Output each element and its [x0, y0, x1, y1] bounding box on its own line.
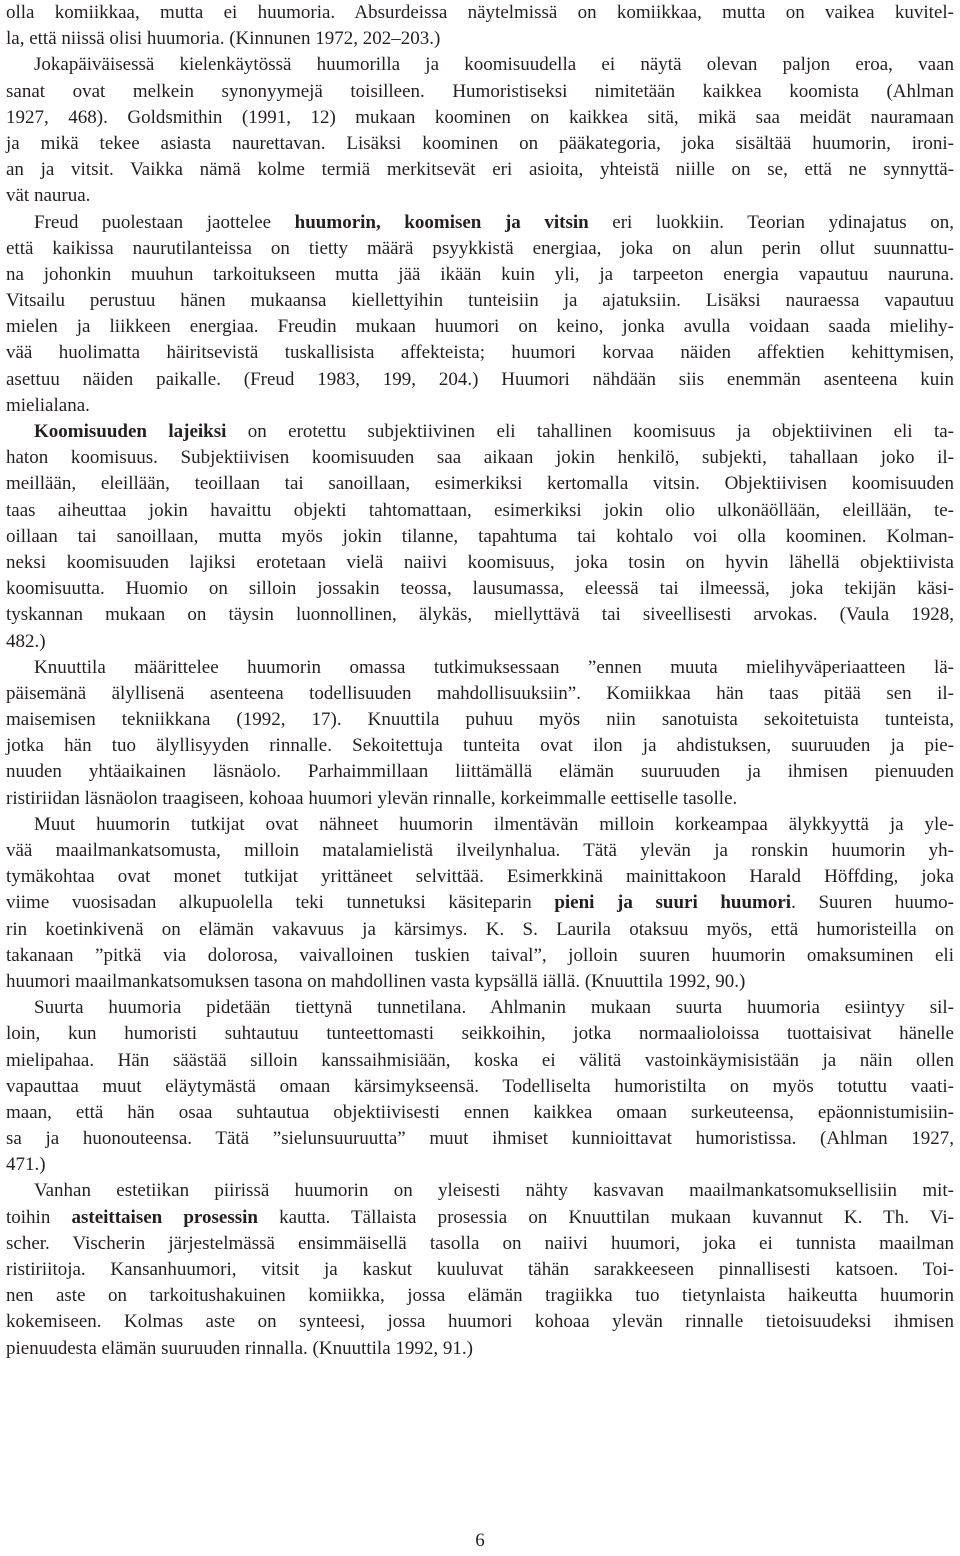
text-line [6, 1074, 954, 1100]
text-run: että kaikissa naurutilanteissa on tietty määrä psyykkistä energiaa, joka on alun perin ollut suunnattu- [6, 237, 954, 259]
text-run: oillaan tai sanoillaan, mutta myös jokin tilanne, tapahtuma tai kohtalo voi olla koominen. Kolman- [6, 525, 954, 547]
text-run: Knuuttila määrittelee huumorin omassa tutkimuksessaan ”ennen muuta mielihyväperiaatteen lä- [34, 656, 954, 678]
text-line [6, 105, 954, 131]
text-run: tyskannan mukaan on täysin luonnollinen, älykäs, miellyttävä tai siveellisesti arvokas. (Vaula 1928, [6, 604, 954, 626]
text-run: haton koomisuus. Subjektiivisen koomisuuden saa aikaan jokin henkilö, subjekti, tahallaan joko il- [6, 447, 954, 469]
text-run: olla komiikkaa, mutta ei huumoria. Absurdeissa näytelmissä on komiikkaa, mutta on vaikea kuvitel- [6, 2, 954, 23]
text-run: nen aste on tarkoitushakuinen komiikka, jossa elämän tragiikka tuo tietynlaista haikeutta huumorin [6, 1285, 954, 1307]
text-line [6, 52, 954, 78]
text-run: taas aiheuttaa jokin havaittu objekti tahtomattaan, esimerkiksi jokin olio ulkonäöllään, eleillään, te- [6, 499, 954, 521]
text-line [6, 864, 954, 890]
text-line [6, 733, 954, 759]
text-line [6, 995, 954, 1021]
text-run: Muut huumorin tutkijat ovat nähneet huumorin ilmentävän milloin korkeampaa älykkyyttä ja yle- [34, 813, 954, 835]
text-run: jotka hän tuo älyllisyyden rinnalle. Sekoitettuja tunteita ovat ilon ja ahdistuksen, suuruuden ja pie- [6, 735, 954, 757]
text-run: Freud puolestaan jaottelee [34, 211, 295, 233]
text-line [6, 288, 954, 314]
text-line [6, 524, 954, 550]
text-run: . Suuren huumo- [791, 892, 955, 914]
text-run: sanat ovat melkein synonyymejä toisilleen. Humoristiseksi nimitetään kaikkea koomista (Ahlman [6, 80, 954, 102]
text-line [6, 471, 954, 497]
text-run: kautta. Tällaista prosessia on Knuuttilan mukaan kuvannut K. Th. Vi- [257, 1206, 954, 1228]
text-run: ja mikä tekee asiasta naurettavan. Lisäksi koominen on pääkategoria, joka sisältää huumorin, ironi- [6, 132, 954, 154]
text-line [6, 917, 954, 943]
text-line [6, 1100, 954, 1126]
text-run: Vitsailu perustuu hänen mukaansa kiellettyihin tunteisiin ja ajatuksiin. Lisäksi nauraessa vapautuu [6, 290, 954, 312]
text-line [6, 393, 954, 419]
page-body [6, 0, 954, 1362]
text-line [6, 1283, 954, 1309]
text-run: huumori maailmankatsomuksen tasona on mahdollinen vasta kypsällä iällä. (Knuuttila 1992, 90.) [6, 970, 746, 992]
paragraph [6, 812, 954, 995]
text-run: vää huolimatta häiritsevistä tuskallisista affekteista; huumori korvaa näiden affektien kehittymisen, [6, 342, 954, 364]
text-run: sa ja huonouteensa. Tätä ”sielunsuuruutta” muut ihmiset kunnioittavat humoristissa. (Ahlman 1927, [6, 1128, 954, 1150]
text-line [6, 550, 954, 576]
text-line [6, 576, 954, 602]
text-run: neksi koomisuuden lajiksi erotetaan vielä naiivi koomisuus, joka tosin on hyvin lähellä objektiivista [6, 551, 954, 573]
text-run: takanaan ”pitkä via dolorosa, vaivalloinen tuskien taival”, jolloin suuren huumorin omaksuminen eli [6, 944, 954, 966]
text-line [6, 445, 954, 471]
text-line [6, 183, 954, 209]
text-run: viime vuosisadan alkupuolella teki tunnetuksi käsiteparin [6, 892, 555, 914]
text-line [6, 943, 954, 969]
text-run: loin, kun humoristi suhtautuu tunteettomasti seikkoihin, jotka normaalioloissa tuottaisivat hänelle [6, 1023, 954, 1045]
text-run: 482.) [6, 630, 46, 652]
text-run: an ja vitsit. Vaikka nämä kolme termiä merkitsevät eri asioita, yhteistä niille on se, että ne synnyttä- [6, 159, 954, 181]
text-line [6, 0, 954, 26]
text-line [6, 1178, 954, 1204]
text-run: la, että niissä olisi huumoria. (Kinnunen 1972, 202–203.) [6, 28, 441, 50]
text-run: Vanhan estetiikan piirissä huumorin on yleisesti nähty kasvavan maailmankatsomuksellisiin mit- [34, 1180, 954, 1202]
paragraph [6, 210, 954, 420]
text-run: scher. Vischerin järjestelmässä ensimmäisellä tasolla on naiivi huumori, joka ei tunnista maailman [6, 1232, 954, 1254]
paragraph [6, 1178, 954, 1361]
paragraph [6, 419, 954, 655]
text-run: kokemiseen. Kolmas aste on synteesi, jossa huumori kohoaa ylevän rinnalle tietoisuudeksi ihmisen [6, 1311, 954, 1333]
text-line [6, 1336, 954, 1362]
text-line [6, 79, 954, 105]
text-line [6, 131, 954, 157]
text-run: vät naurua. [6, 185, 91, 207]
paragraph [6, 655, 954, 812]
text-line [6, 602, 954, 628]
text-run: Suurta huumoria pidetään tiettynä tunnetilana. Ahlmanin mukaan suurta huumoria esiintyy sil- [34, 997, 954, 1019]
text-line [6, 340, 954, 366]
bold-term: Koomisuuden lajeiksi [34, 421, 227, 442]
text-line [6, 786, 954, 812]
text-line [6, 1152, 954, 1178]
text-line [6, 629, 954, 655]
text-run: vapauttaa muut eläytymästä omaan kärsimykseensä. Todelliselta humoristilta on myös totuttu vaati- [6, 1075, 954, 1097]
text-line [6, 890, 954, 916]
text-line [6, 1126, 954, 1152]
text-line [6, 1048, 954, 1074]
text-run: koomisuutta. Huomio on silloin jossakin teossa, lausumassa, eleessä tai ilmeessä, joka tekijän käsi- [6, 578, 954, 600]
paragraph [6, 995, 954, 1178]
text-line [6, 759, 954, 785]
text-run: mielen ja liikkeen energiaa. Freudin mukaan huumori on keino, jonka avulla voidaan saada mielihy- [6, 316, 954, 338]
text-line [6, 1309, 954, 1335]
text-run: tymäkohtaa ovat monet tutkijat yrittäneet selvittää. Esimerkkinä mainittakoon Harald Höffding, joka [6, 866, 954, 888]
text-line [6, 1231, 954, 1257]
text-run: pienuudesta elämän suuruuden rinnalla. (Knuuttila 1992, 91.) [6, 1337, 473, 1359]
text-line [6, 838, 954, 864]
text-run: päisemänä älyllisenä asenteena todellisuuden mahdollisuuksiin”. Komiikkaa hän taas pitää sen il- [6, 682, 954, 704]
text-run: asettuu näiden paikalle. (Freud 1983, 199, 204.) Huumori nähdään siis enemmän asenteena kuin [6, 368, 954, 390]
text-run: vää maailmankatsomusta, milloin matalamielistä ilveilynhalua. Tätä ylevän ja ronskin huumorin yh- [6, 840, 954, 861]
text-run: maisemisen tekniikkana (1992, 17). Knuuttila puhuu myös niin sanotuista sekoitetuista tunteista, [6, 709, 954, 731]
text-run: nuuden yhtäaikainen läsnäolo. Parhaimmillaan liittämällä elämän suuruuden ja ihmisen pienuuden [6, 761, 954, 783]
text-line [6, 236, 954, 262]
bold-term: asteittaisen prosessin [71, 1206, 258, 1228]
text-run: mielialana. [6, 394, 90, 416]
text-run: toihin [6, 1206, 72, 1228]
text-line [6, 707, 954, 733]
text-line [6, 812, 954, 838]
text-line [6, 1021, 954, 1047]
paragraph [6, 52, 954, 209]
text-line [6, 26, 954, 52]
text-line [6, 498, 954, 524]
text-line [6, 262, 954, 288]
bold-term: pieni ja suuri huumori [554, 892, 792, 914]
text-run: 471.) [6, 1154, 46, 1176]
page-number: 6 [475, 1530, 485, 1551]
text-line [6, 314, 954, 340]
text-run: maan, että hän osaa suhtautua objektiivisesti ennen kaikkea omaan surkeuteensa, epäonnistumisiin- [6, 1101, 954, 1123]
text-line [6, 1257, 954, 1283]
text-line [6, 367, 954, 393]
text-run: Jokapäiväisessä kielenkäytössä huumorilla ja koomisuudella ei näytä olevan paljon eroa, vaan [34, 54, 954, 76]
bold-term: huumorin, koomisen ja vitsin [294, 211, 589, 233]
text-line [6, 210, 954, 236]
text-line [6, 969, 954, 995]
text-run: mielipahaa. Hän säästää silloin kanssaihmisiään, koska ei välitä vastoinkäymisistään ja näin ollen [6, 1049, 954, 1071]
text-run: eri luokkiin. Teorian ydinajatus on, [588, 211, 954, 233]
text-run: ristiriidan läsnäolon traagiseen, kohoaa huumori ylevän rinnalle, korkeimmalle eettiselle tasolle. [6, 787, 738, 809]
text-line [6, 157, 954, 183]
text-run: meillään, eleillään, teoillaan tai sanoillaan, esimerkiksi kertomalla vitsin. Objektiivisen koomisuuden [6, 473, 954, 495]
text-run: on erotettu subjektiivinen eli tahallinen koomisuus ja objektiivinen eli ta- [226, 421, 954, 442]
text-line [6, 419, 954, 445]
text-run: ristiriitoja. Kansanhuumori, vitsit ja kaskut kuuluvat tähän sarakkeeseen pinnallisesti katsoen. Toi- [6, 1259, 954, 1280]
paragraph [6, 0, 954, 52]
text-line [6, 681, 954, 707]
text-line [6, 655, 954, 681]
text-run: rin koetinkivenä on elämän vakavuus ja kärsimys. K. S. Laurila otaksuu myös, että humoristeilla on [6, 918, 954, 940]
text-run: 1927, 468). Goldsmithin (1991, 12) mukaan koominen on kaikkea sitä, mikä saa meidät nauramaan [6, 106, 954, 128]
text-line [6, 1205, 954, 1231]
text-run: na johonkin muuhun tarkoitukseen mutta jää ikään kuin yli, ja tarpeeton energia vapautuu nauruna. [6, 263, 954, 285]
